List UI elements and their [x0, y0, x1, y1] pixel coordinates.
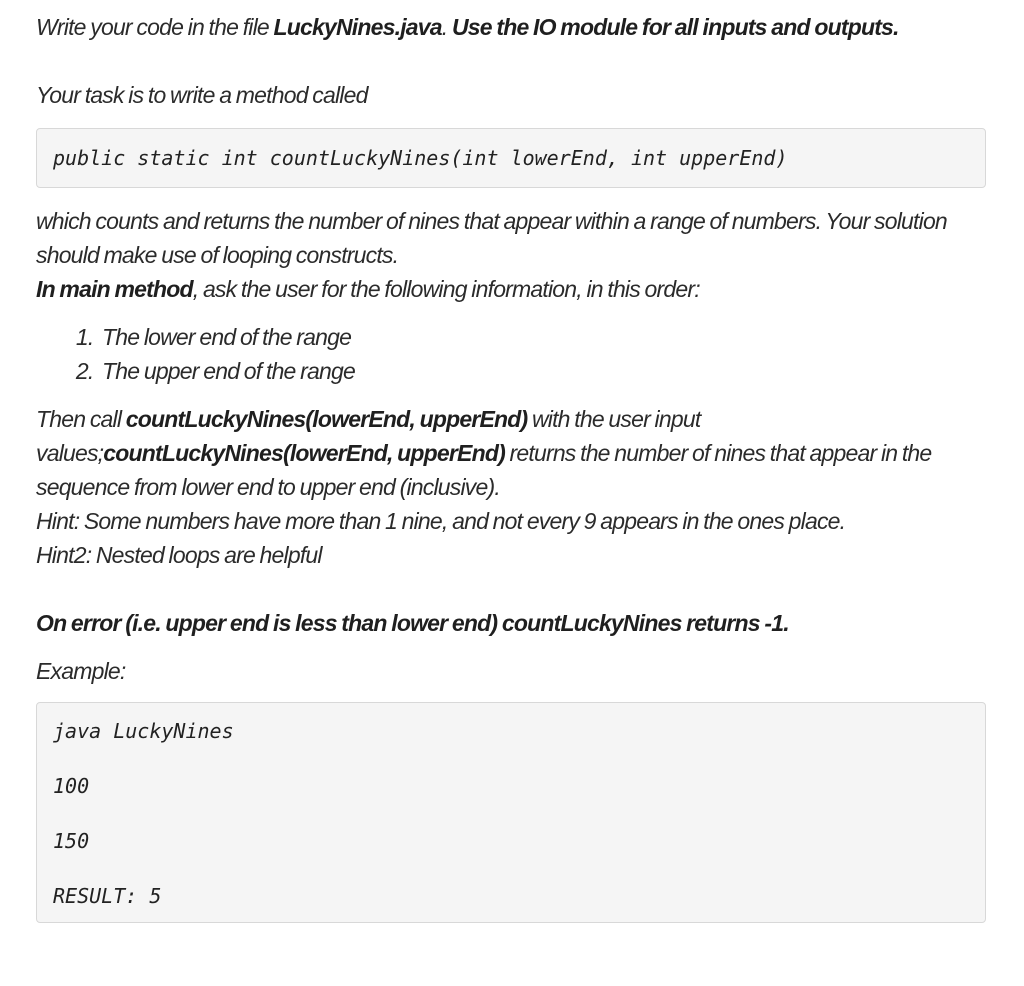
- then-call-1: countLuckyNines(lowerEnd, upperEnd): [125, 406, 528, 432]
- then-call-paragraph: [36, 402, 986, 504]
- error-text: On error (i.e. upper end is less than lower end) countLuckyNines returns -1.: [36, 610, 789, 636]
- then-suffix: returns the number of nines that appear in the sequence from lower end to upper end (inclusive).: [36, 440, 932, 500]
- hint-1: Hint: Some numbers have more than 1 nine, and not every 9 appears in the ones place.: [36, 508, 846, 534]
- intro-filename: LuckyNines.java: [273, 14, 442, 40]
- hint-2: Hint2: Nested loops are helpful: [36, 542, 322, 568]
- example-code-line: 150: [53, 829, 90, 853]
- input-step: 1. The lower end of the range: [98, 320, 986, 354]
- example-code-line: RESULT: 5: [53, 884, 162, 908]
- then-call-2: countLuckyNines(lowerEnd, upperEnd): [103, 440, 505, 466]
- example-label: Example:: [36, 658, 126, 684]
- input-step: 2. The upper end of the range: [98, 354, 986, 388]
- then-prefix: Then call: [36, 406, 126, 432]
- example-code-block: [36, 702, 986, 923]
- task-paragraph: Your task is to write a method called: [36, 82, 368, 108]
- example-code-line: 100: [53, 774, 90, 798]
- input-steps-list: [36, 320, 986, 388]
- then-mid: with the user input values;: [36, 406, 701, 466]
- intro-io-instruction: Use the IO module for all inputs and outputs.: [451, 14, 899, 40]
- assignment-content: [36, 10, 986, 923]
- intro-write-prefix: Write your code in the file: [36, 14, 274, 40]
- example-code-line: java LuckyNines: [53, 719, 234, 743]
- main-method-bold: In main method: [36, 276, 193, 302]
- main-method-paragraph: [36, 272, 986, 306]
- intro-period: .: [441, 14, 452, 40]
- description-paragraph: which counts and returns the number of nines that appear within a range of numbers. Your solution should make use of looping constructs.: [36, 208, 947, 268]
- error-paragraph: [36, 606, 986, 640]
- intro-paragraph: [36, 10, 986, 44]
- main-method-rest: , ask the user for the following information, in this order:: [192, 276, 700, 302]
- method-signature-code: public static int countLuckyNines(int lowerEnd, int upperEnd): [36, 128, 986, 188]
